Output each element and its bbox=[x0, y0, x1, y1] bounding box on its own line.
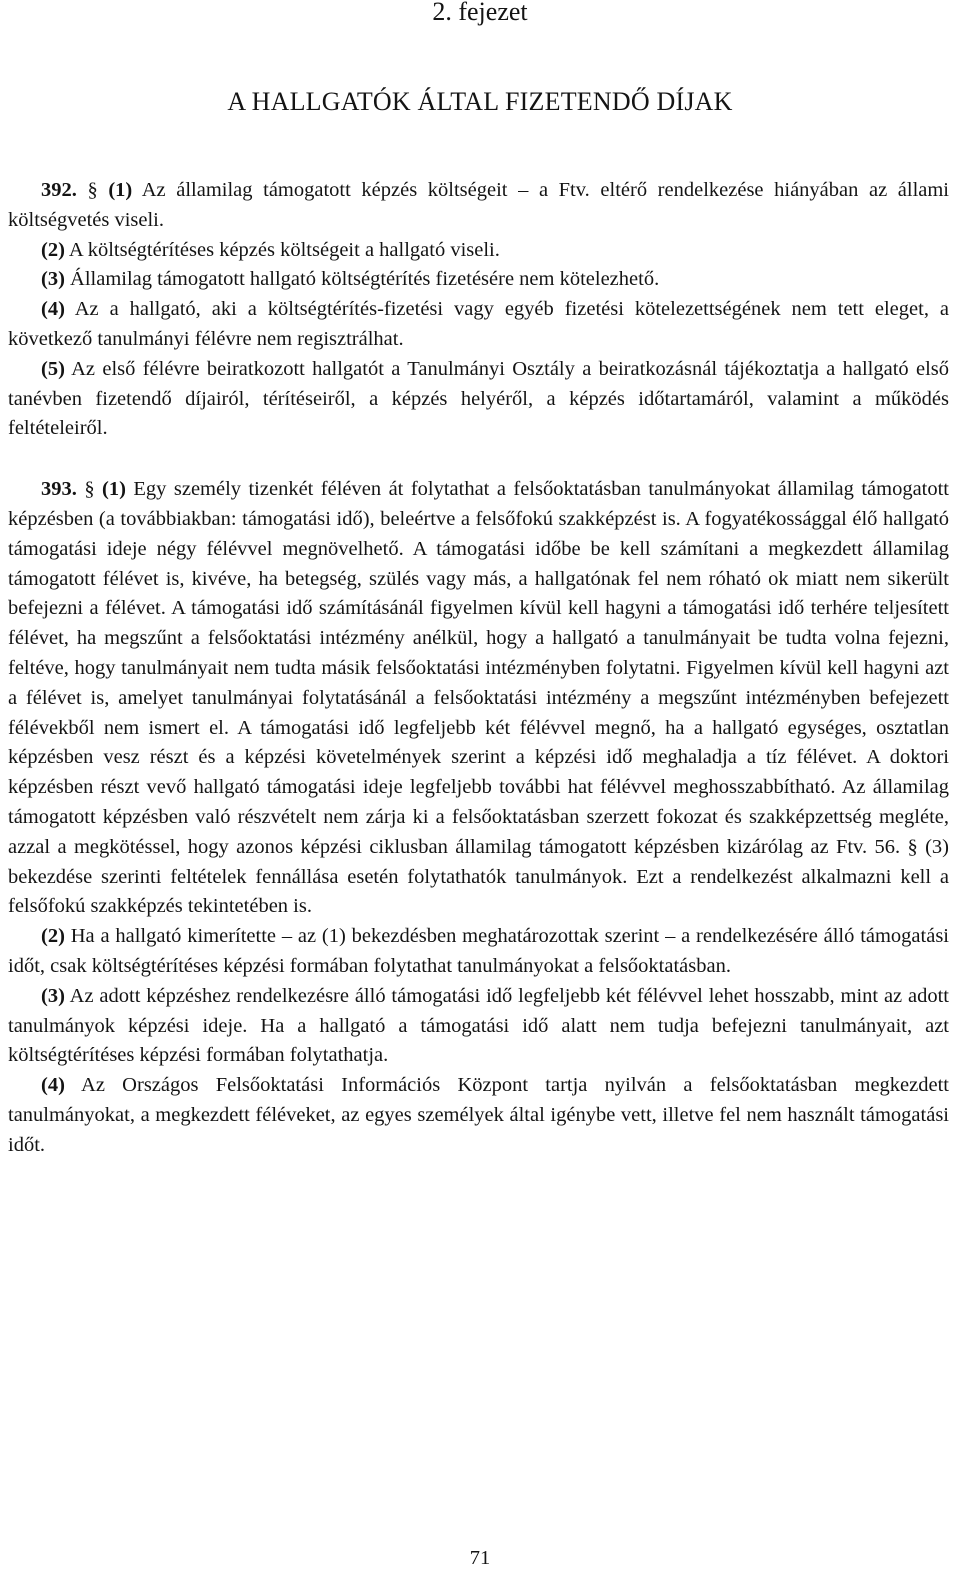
subsection-text: Az első félévre beiratkozott hallgatót a Tanulmányi Osztály a beiratkozásnál tájékoztatja a hallgató első tanévben fizetendő díjairól, térítéseiről, a képzés helyéről, a képzés időtartamáról, valamint a működés feltételeiről. bbox=[8, 357, 949, 440]
section-393-paragraph-2 bbox=[8, 922, 949, 982]
section-number: 393. bbox=[41, 478, 77, 501]
subsection-label: (2) bbox=[41, 238, 65, 261]
subsection-label: (4) bbox=[41, 298, 65, 321]
section-393-paragraph-3 bbox=[8, 982, 949, 1071]
subsection-text: Az adott képzéshez rendelkezésre álló támogatási idő legfeljebb két félévvel lehet hosszabb, mint az adott tanulmányok képzési ideje. Ha a hallgató a támogatási idő alatt nem tudja befejezni tanulmányait, azt költségtérítéses képzési formában folytathatja. bbox=[8, 984, 949, 1067]
section-number: 392. bbox=[41, 179, 77, 201]
subsection-text: Államilag támogatott hallgató költségtérítés fizetésére nem kötelezhető. bbox=[70, 268, 660, 291]
section-392-paragraph-5 bbox=[8, 355, 949, 444]
section-393-paragraph-4 bbox=[8, 1071, 949, 1160]
subsection-text: Egy személy tizenkét féléven át folytathat a felsőoktatásban tanulmányokat államilag támogatott képzésben (a továbbiakban: támogatási idő), beleértve a felsőfokú szakképzést is. A fogyatékossággal élő hallgató támogatási ideje négy félévvel megnövelhető. A támogatási időbe be kell számítani a megkezdett államilag támogatott félévet is, kivéve, ha betegség, szülés vagy más, a hallgatónak fel nem róható ok miatt nem sikerült befejezni a félévet. A támogatási idő számításánál figyelmen kívül kell hagyni a támogatási idő terhére teljesített félévet, ha megszűnt a felsőoktatási intézmény anélkül, hogy a hallgató a tanulmányait be tudta volna fejezni, feltéve, hogy tanulmányait nem tudta másik felsőoktatási intézményben folytatni. Figyelmen kívül kell hagyni azt a félévet is, amelyet tanulmányai folytatásánál a felsőoktatási intézmény a megszűnt intézményben befejezett félévekből nem ismert el. A támogatási idő legfeljebb két félévvel megnő, ha a hallgató egységes, osztatlan képzésben vesz részt és a képzési követelmények szerint a képzési idő meghaladja a tíz félévet. A doktori képzésben részt vevő hallgató támogatási ideje legfeljebb további hat félévvel meghosszabbítható. Az államilag támogatott képzésben való részvételt nem zárja ki a felsőoktatásban szerzett fokozat és szakképzettség megléte, azzal a megkötéssel, hogy azonos képzési ciklusban államilag támogatott képzésben kizárólag az Ftv. 56. § (3) bekezdése szerinti feltételek fennállása esetén folytathatók tanulmányok. Ezt a rendelkezést alkalmazni kell a felsőfokú szakképzés tekintetében is. bbox=[8, 478, 950, 918]
subsection-text: Az Országos Felsőoktatási Információs Központ tartja nyilván a felsőoktatásban megkezdett tanulmányokat, a megkezdett féléveket, az egyes személyek által igénybe vett, illetve fel nem használt támogatási időt. bbox=[8, 1074, 949, 1156]
section-392-paragraph-1 bbox=[8, 176, 949, 236]
document-body bbox=[8, 176, 949, 1161]
section-392-paragraph-4 bbox=[8, 295, 949, 355]
subsection-text: Az államilag támogatott képzés költségeit – a Ftv. eltérő rendelkezése hiányában az állami költségvetés viseli. bbox=[8, 179, 950, 231]
page-number: 71 bbox=[469, 1547, 491, 1569]
section-392-paragraph-3 bbox=[8, 265, 949, 295]
section-392-paragraph-2 bbox=[8, 236, 949, 266]
chapter-title: A HALLGATÓK ÁLTAL FIZETENDŐ DÍJAK bbox=[227, 87, 733, 116]
subsection-label: (3) bbox=[41, 268, 65, 291]
subsection-text: Az a hallgató, aki a költségtérítés-fizetési vagy egyéb fizetési kötelezettségének nem tett eleget, a következő tanulmányi félévre nem regisztrálhat. bbox=[8, 298, 949, 350]
subsection-label: (4) bbox=[41, 1074, 65, 1097]
chapter-heading: 2. fejezet bbox=[432, 0, 528, 26]
subsection-text: A költségtérítéses képzés költségeit a hallgató viseli. bbox=[68, 238, 500, 261]
section-393-paragraph-1 bbox=[8, 475, 949, 922]
subsection-label: (1) bbox=[102, 478, 126, 501]
subsection-label: (1) bbox=[108, 179, 133, 201]
subsection-text: Ha a hallgató kimerítette – az (1) bekezdésben meghatározottak szerint – a rendelkezésére álló támogatási időt, csak költségtérítéses képzési formában folytathat tanulmányokat a felsőoktatásban. bbox=[8, 925, 949, 977]
section-sign: § bbox=[84, 478, 95, 501]
subsection-label: (3) bbox=[41, 984, 65, 1007]
subsection-label: (5) bbox=[41, 357, 65, 380]
subsection-label: (2) bbox=[41, 925, 65, 948]
section-sign: § bbox=[87, 179, 98, 201]
